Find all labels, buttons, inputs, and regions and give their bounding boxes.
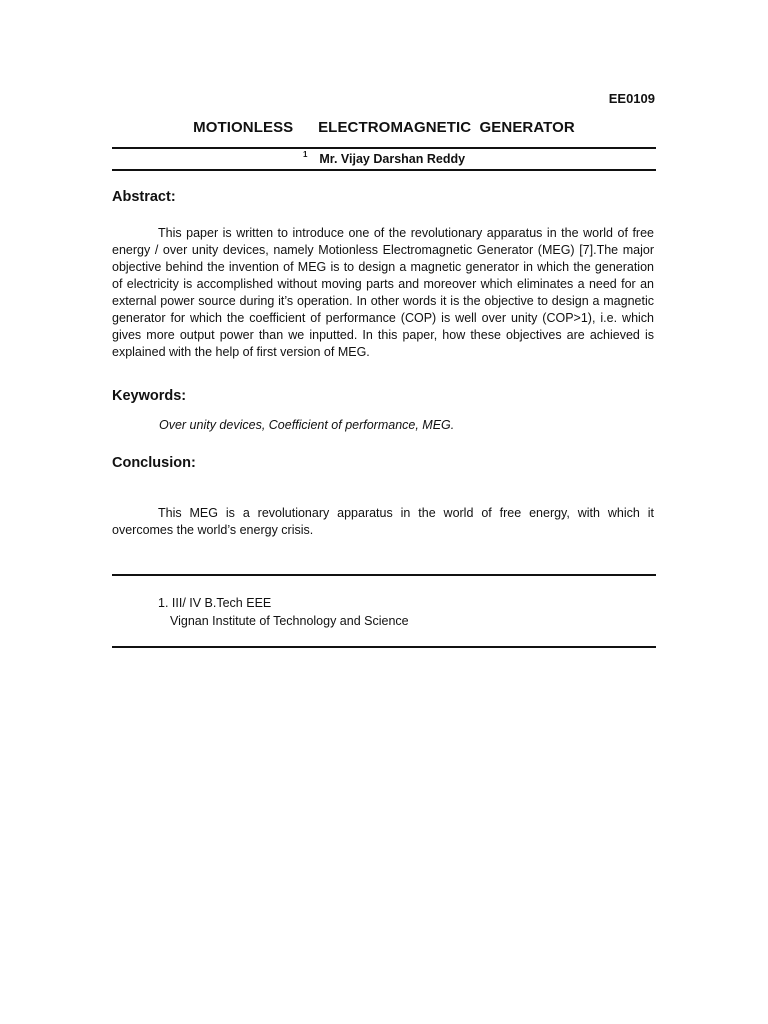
top-rule [112,147,656,149]
author-line [0,151,768,166]
abstract-text: This paper is written to introduce one of the revolutionary apparatus in the world of free energy / over unity devices, namely Motionless Electromagnetic Generator (MEG) [7].The major objective behind the invention of MEG is to design a magnetic generator in which the generation of electricity is accomplished without moving parts and moreover which eliminates a need for an external power source during it’s operation. In other words it is the objective to design a magnetic generator for which the coefficient of performance (COP) is well over unity (COP>1), i.e. which gives more output power than we inputted. In this paper, how these objectives are achieved is explained with the help of first version of MEG. [112,226,654,359]
conclusion-heading: Conclusion: [112,455,196,471]
abstract-heading: Abstract: [112,189,176,205]
author-name: Mr. Vijay Darshan Reddy [319,152,466,167]
affiliation-line-2: Vignan Institute of Technology and Science [170,614,409,628]
keywords-heading: Keywords: [112,388,187,404]
keywords-text: Over unity devices, Coefficient of performance, MEG. [159,418,455,432]
author-bottom-rule [112,169,656,171]
paper-title: MOTIONLESS ELECTROMAGNETIC GENERATOR [193,119,575,136]
footnote-bottom-rule [112,646,656,648]
affiliation-line-1: 1. III/ IV B.Tech EEE [158,596,272,610]
affiliation-footnote [158,594,409,630]
author-marker: 1 [302,150,308,159]
paper-id: EE0109 [608,91,655,106]
conclusion-text: This MEG is a revolutionary apparatus in the world of free energy, with which it overcomes the world’s energy crisis. [112,506,654,537]
footnote-top-rule [112,574,656,576]
